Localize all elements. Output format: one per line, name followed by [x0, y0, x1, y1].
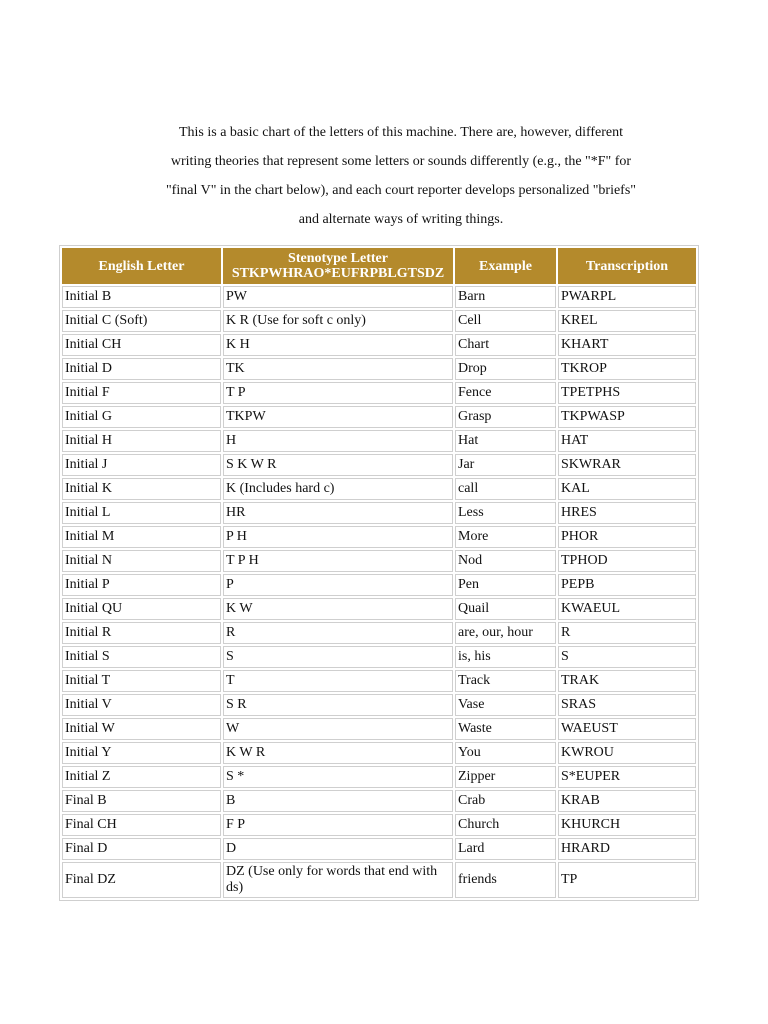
cell-stenotype-letter: K W R: [223, 742, 453, 764]
header-english-letter: English Letter: [62, 248, 221, 284]
cell-example: Track: [455, 670, 556, 692]
cell-english-letter: Initial R: [62, 622, 221, 644]
cell-example: Cell: [455, 310, 556, 332]
table-header: [62, 248, 696, 284]
cell-transcription: SKWRAR: [558, 454, 696, 476]
cell-transcription: TKROP: [558, 358, 696, 380]
table-row: [62, 430, 696, 452]
cell-transcription: HRES: [558, 502, 696, 524]
cell-stenotype-letter: T P H: [223, 550, 453, 572]
cell-stenotype-letter: R: [223, 622, 453, 644]
cell-transcription: KHURCH: [558, 814, 696, 836]
cell-english-letter: Initial L: [62, 502, 221, 524]
cell-stenotype-letter: TK: [223, 358, 453, 380]
cell-transcription: S*EUPER: [558, 766, 696, 788]
cell-example: Vase: [455, 694, 556, 716]
intro-line: writing theories that represent some letters or sounds differently (e.g., the "*F" for: [170, 154, 632, 169]
cell-transcription: KWAEUL: [558, 598, 696, 620]
cell-stenotype-letter: DZ (Use only for words that end with ds): [223, 862, 453, 898]
table-row: [62, 718, 696, 740]
table-row: [62, 670, 696, 692]
table-row: [62, 862, 696, 898]
intro-paragraph: [136, 118, 666, 234]
cell-stenotype-letter: W: [223, 718, 453, 740]
cell-stenotype-letter: P H: [223, 526, 453, 548]
cell-english-letter: Initial K: [62, 478, 221, 500]
cell-transcription: PHOR: [558, 526, 696, 548]
cell-stenotype-letter: B: [223, 790, 453, 812]
cell-stenotype-letter: HR: [223, 502, 453, 524]
intro-line: "final V" in the chart below), and each court reporter develops personalized "briefs": [165, 183, 637, 198]
cell-example: Church: [455, 814, 556, 836]
cell-example: Crab: [455, 790, 556, 812]
table-body: [62, 286, 696, 898]
cell-english-letter: Initial J: [62, 454, 221, 476]
table-row: [62, 694, 696, 716]
cell-transcription: TP: [558, 862, 696, 898]
cell-english-letter: Initial G: [62, 406, 221, 428]
cell-english-letter: Initial V: [62, 694, 221, 716]
cell-example: Lard: [455, 838, 556, 860]
cell-example: Less: [455, 502, 556, 524]
cell-example: Nod: [455, 550, 556, 572]
cell-example: are, our, hour: [455, 622, 556, 644]
cell-example: Quail: [455, 598, 556, 620]
cell-example: friends: [455, 862, 556, 898]
cell-english-letter: Initial Y: [62, 742, 221, 764]
cell-transcription: WAEUST: [558, 718, 696, 740]
cell-english-letter: Initial CH: [62, 334, 221, 356]
cell-stenotype-letter: K R (Use for soft c only): [223, 310, 453, 332]
cell-stenotype-letter: S: [223, 646, 453, 668]
intro-line: and alternate ways of writing things.: [298, 212, 504, 227]
cell-english-letter: Initial D: [62, 358, 221, 380]
cell-example: You: [455, 742, 556, 764]
header-stenotype-letter: [223, 248, 453, 284]
cell-example: is, his: [455, 646, 556, 668]
stenotype-chart-table: [59, 245, 699, 901]
cell-transcription: PWARPL: [558, 286, 696, 308]
cell-english-letter: Initial QU: [62, 598, 221, 620]
table-row: [62, 382, 696, 404]
cell-english-letter: Initial W: [62, 718, 221, 740]
cell-stenotype-letter: H: [223, 430, 453, 452]
cell-example: More: [455, 526, 556, 548]
cell-english-letter: Initial C (Soft): [62, 310, 221, 332]
cell-stenotype-letter: K (Includes hard c): [223, 478, 453, 500]
cell-example: Jar: [455, 454, 556, 476]
cell-transcription: KREL: [558, 310, 696, 332]
cell-transcription: R: [558, 622, 696, 644]
cell-stenotype-letter: S R: [223, 694, 453, 716]
cell-english-letter: Initial M: [62, 526, 221, 548]
table-row: [62, 790, 696, 812]
cell-english-letter: Final CH: [62, 814, 221, 836]
cell-transcription: PEPB: [558, 574, 696, 596]
cell-english-letter: Initial B: [62, 286, 221, 308]
table-row: [62, 598, 696, 620]
cell-english-letter: Initial F: [62, 382, 221, 404]
cell-example: Drop: [455, 358, 556, 380]
cell-english-letter: Initial P: [62, 574, 221, 596]
cell-stenotype-letter: TKPW: [223, 406, 453, 428]
cell-stenotype-letter: K W: [223, 598, 453, 620]
header-stenotype-keys: STKPWHRAO*EUFRPBLGTSDZ: [231, 266, 445, 281]
cell-stenotype-letter: F P: [223, 814, 453, 836]
cell-transcription: KWROU: [558, 742, 696, 764]
header-stenotype-title: Stenotype Letter: [288, 251, 388, 266]
cell-transcription: TKPWASP: [558, 406, 696, 428]
cell-stenotype-letter: PW: [223, 286, 453, 308]
table-row: [62, 814, 696, 836]
intro-line: This is a basic chart of the letters of this machine. There are, however, different: [178, 125, 624, 140]
cell-transcription: TPHOD: [558, 550, 696, 572]
cell-english-letter: Initial S: [62, 646, 221, 668]
cell-english-letter: Final DZ: [62, 862, 221, 898]
cell-transcription: HAT: [558, 430, 696, 452]
table-row: [62, 406, 696, 428]
cell-stenotype-letter: S *: [223, 766, 453, 788]
table-row: [62, 358, 696, 380]
table-row: [62, 286, 696, 308]
table-row: [62, 310, 696, 332]
cell-example: Pen: [455, 574, 556, 596]
cell-example: Chart: [455, 334, 556, 356]
cell-stenotype-letter: T P: [223, 382, 453, 404]
header-row: [62, 248, 696, 284]
cell-transcription: S: [558, 646, 696, 668]
cell-example: Fence: [455, 382, 556, 404]
cell-english-letter: Initial N: [62, 550, 221, 572]
table-row: [62, 838, 696, 860]
table-row: [62, 502, 696, 524]
cell-transcription: KHART: [558, 334, 696, 356]
cell-stenotype-letter: T: [223, 670, 453, 692]
table-row: [62, 526, 696, 548]
cell-english-letter: Final B: [62, 790, 221, 812]
table-row: [62, 334, 696, 356]
cell-example: Zipper: [455, 766, 556, 788]
cell-example: call: [455, 478, 556, 500]
table-row: [62, 574, 696, 596]
cell-example: Hat: [455, 430, 556, 452]
table-row: [62, 550, 696, 572]
table-row: [62, 622, 696, 644]
table-row: [62, 454, 696, 476]
cell-stenotype-letter: K H: [223, 334, 453, 356]
table-row: [62, 742, 696, 764]
cell-stenotype-letter: D: [223, 838, 453, 860]
header-example: Example: [455, 248, 556, 284]
cell-transcription: HRARD: [558, 838, 696, 860]
cell-english-letter: Final D: [62, 838, 221, 860]
cell-transcription: KRAB: [558, 790, 696, 812]
table-row: [62, 478, 696, 500]
header-transcription: Transcription: [558, 248, 696, 284]
cell-transcription: SRAS: [558, 694, 696, 716]
cell-english-letter: Initial Z: [62, 766, 221, 788]
cell-transcription: TPETPHS: [558, 382, 696, 404]
cell-english-letter: Initial H: [62, 430, 221, 452]
table-row: [62, 766, 696, 788]
cell-stenotype-letter: P: [223, 574, 453, 596]
cell-example: Waste: [455, 718, 556, 740]
cell-stenotype-letter: S K W R: [223, 454, 453, 476]
table-row: [62, 646, 696, 668]
cell-example: Grasp: [455, 406, 556, 428]
cell-transcription: TRAK: [558, 670, 696, 692]
cell-english-letter: Initial T: [62, 670, 221, 692]
cell-transcription: KAL: [558, 478, 696, 500]
cell-example: Barn: [455, 286, 556, 308]
